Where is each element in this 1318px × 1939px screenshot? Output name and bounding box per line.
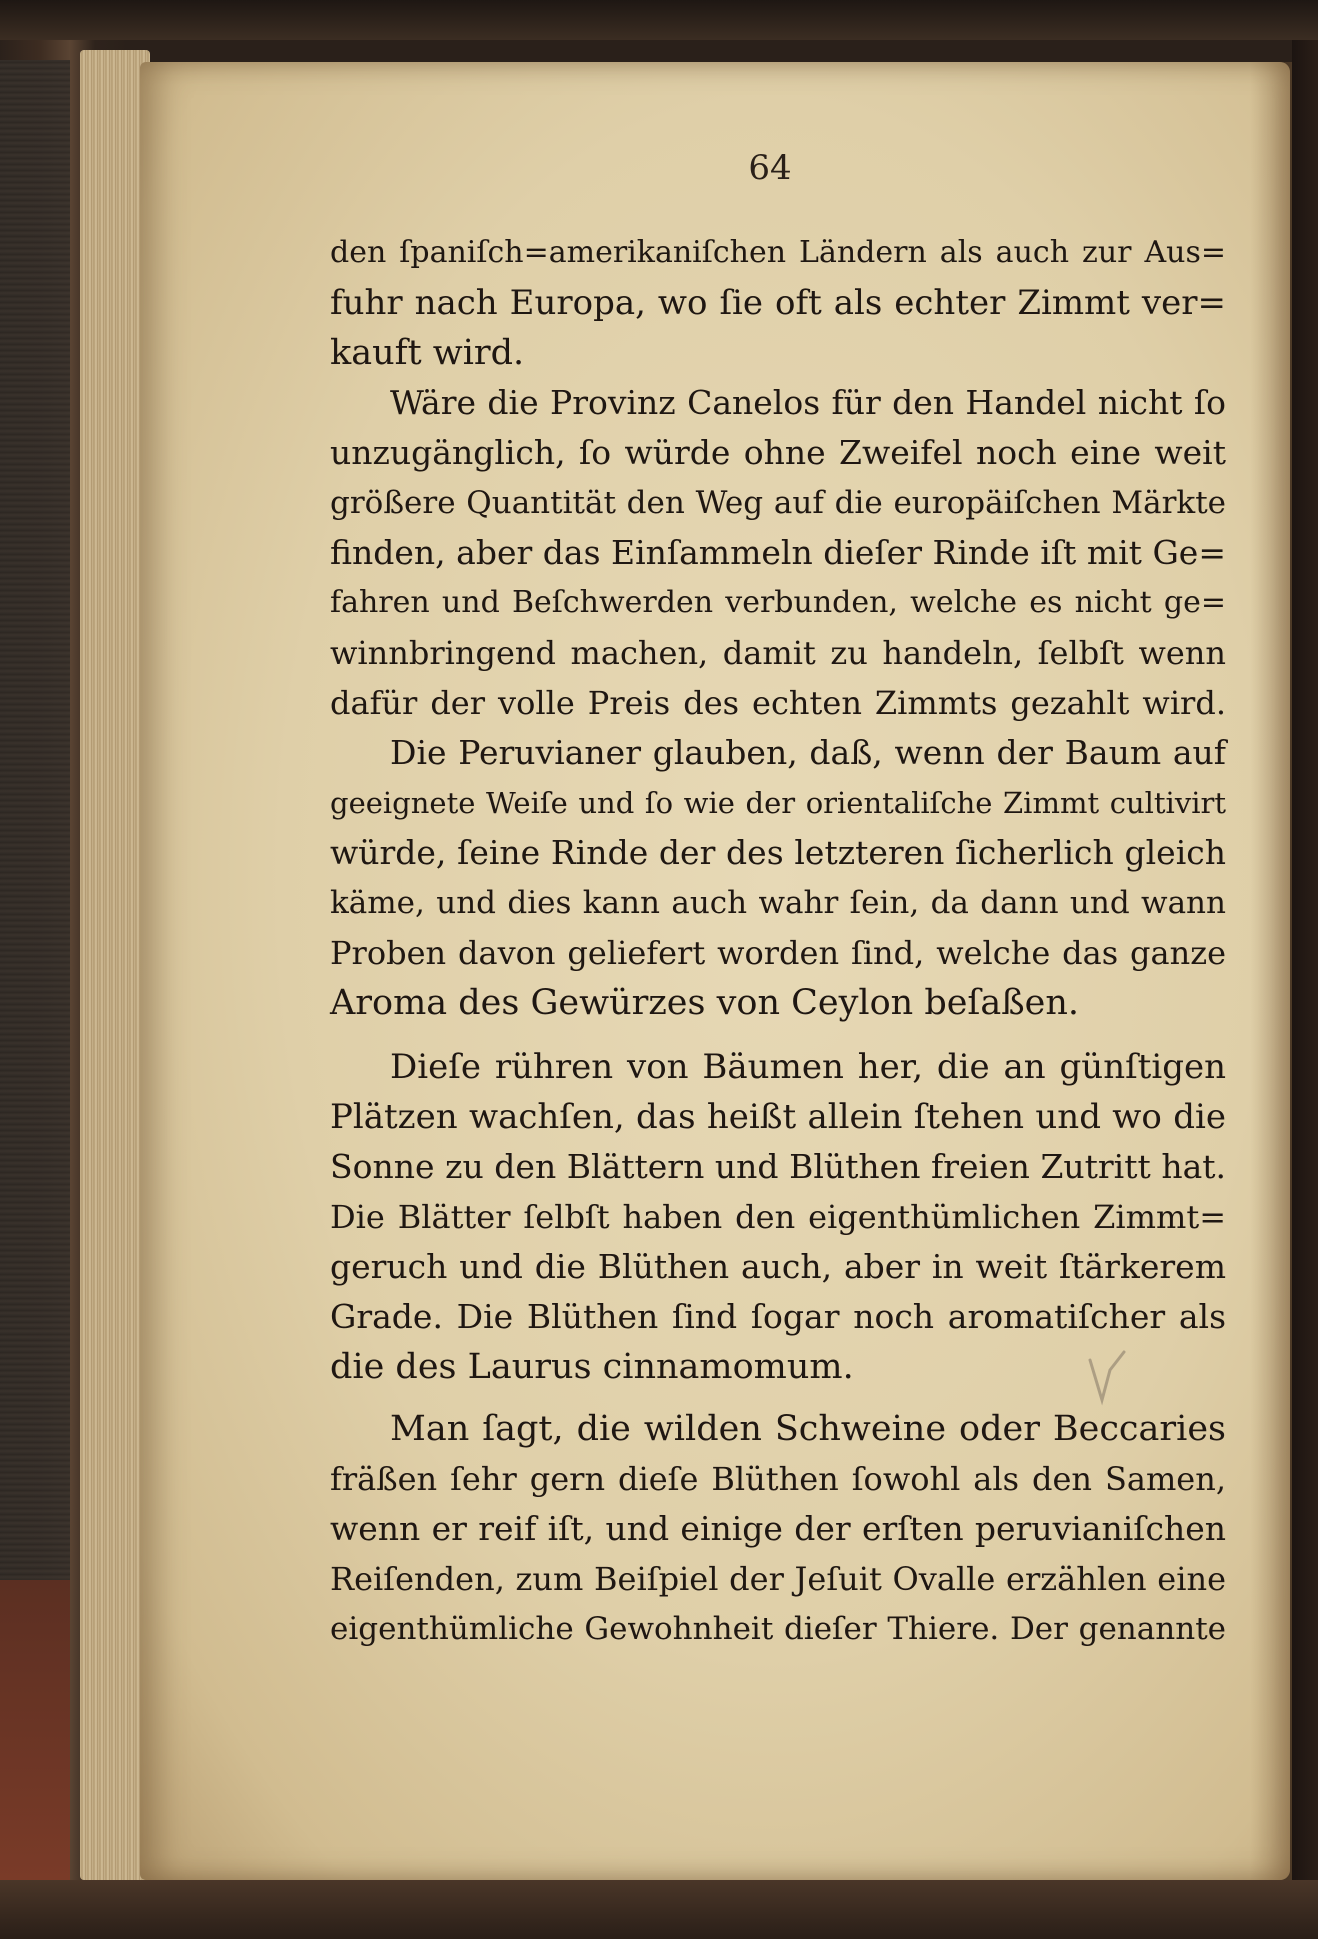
- book-cover-bottom-edge: [0, 1880, 1318, 1939]
- text-line: die des Laurus cinnamomum.: [330, 1347, 854, 1387]
- page-number: 64: [748, 148, 792, 188]
- text-line: wenn er reif iſt, und einige der erſten peruvianiſchen: [330, 1509, 1226, 1548]
- text-line: größere Quantität den Weg auf die europäiſchen Märkte: [330, 485, 1226, 521]
- book-cover-left-corner: [0, 1580, 70, 1880]
- text-line: Die Peruvianer glauben, daß, wenn der Baum auf: [390, 733, 1226, 772]
- text-line: Dieſe rühren von Bäumen her, die an günſtigen: [390, 1047, 1226, 1087]
- text-line: käme, und dies kann auch wahr ſein, da dann und wann: [330, 885, 1226, 921]
- text-line: dafür der volle Preis des echten Zimmts gezahlt wird.: [330, 684, 1226, 722]
- text-line: Proben davon geliefert worden ſind, welche das ganze: [330, 934, 1226, 972]
- text-line: fräßen ſehr gern dieſe Blüthen ſowohl als den Samen,: [330, 1460, 1226, 1498]
- text-line: Grade. Die Blüthen ſind ſogar noch aromatiſcher als: [330, 1297, 1226, 1336]
- text-line: unzugänglich, ſo würde ohne Zweifel noch eine weit: [330, 433, 1226, 472]
- gutter-shadow: [1250, 62, 1292, 1880]
- text-line: eigenthümliche Gewohnheit dieſer Thiere. Der genannte: [330, 1611, 1226, 1647]
- text-line: Wäre die Provinz Canelos für den Handel nicht ſo: [390, 383, 1226, 422]
- text-line: Man ſagt, die wilden Schweine oder Beccaries: [390, 1409, 1226, 1449]
- text-line: Reiſenden, zum Beiſpiel der Jeſuit Ovalle erzählen eine: [330, 1560, 1226, 1598]
- text-line: würde, ſeine Rinde der des letzteren ſicherlich gleich: [330, 833, 1226, 872]
- text-line: Sonne zu den Blättern und Blüthen freien Zutritt hat.: [330, 1147, 1226, 1186]
- text-line: Aroma des Gewürzes von Ceylon beſaßen.: [330, 983, 1080, 1023]
- text-line: finden, aber das Einſammeln dieſer Rinde iſt mit Ge=: [330, 533, 1226, 572]
- text-line: Plätzen wachſen, das heißt allein ſtehen und wo die: [330, 1097, 1226, 1137]
- text-line: winnbringend machen, damit zu handeln, ſelbſt wenn: [330, 634, 1226, 672]
- pencil-mark-icon: [1080, 1340, 1140, 1430]
- text-line: Die Blätter ſelbſt haben den eigenthümlichen Zimmt=: [330, 1198, 1226, 1236]
- text-line: fahren und Beſchwerden verbunden, welche es nicht ge=: [330, 585, 1226, 620]
- book-cover-top-edge: [0, 0, 1318, 40]
- text-line: geruch und die Blüthen auch, aber in weit ſtärkerem: [330, 1247, 1226, 1286]
- text-line: kauft wird.: [330, 333, 525, 373]
- text-line: den ſpaniſch=amerikaniſchen Ländern als auch zur Aus=: [330, 235, 1226, 270]
- text-line: geeignete Weiſe und ſo wie der orientaliſche Zimmt cultivirt: [330, 786, 1226, 820]
- text-line: fuhr nach Europa, wo ſie oft als echter Zimmt ver=: [330, 283, 1226, 323]
- book-spine-gutter: [1292, 40, 1318, 1880]
